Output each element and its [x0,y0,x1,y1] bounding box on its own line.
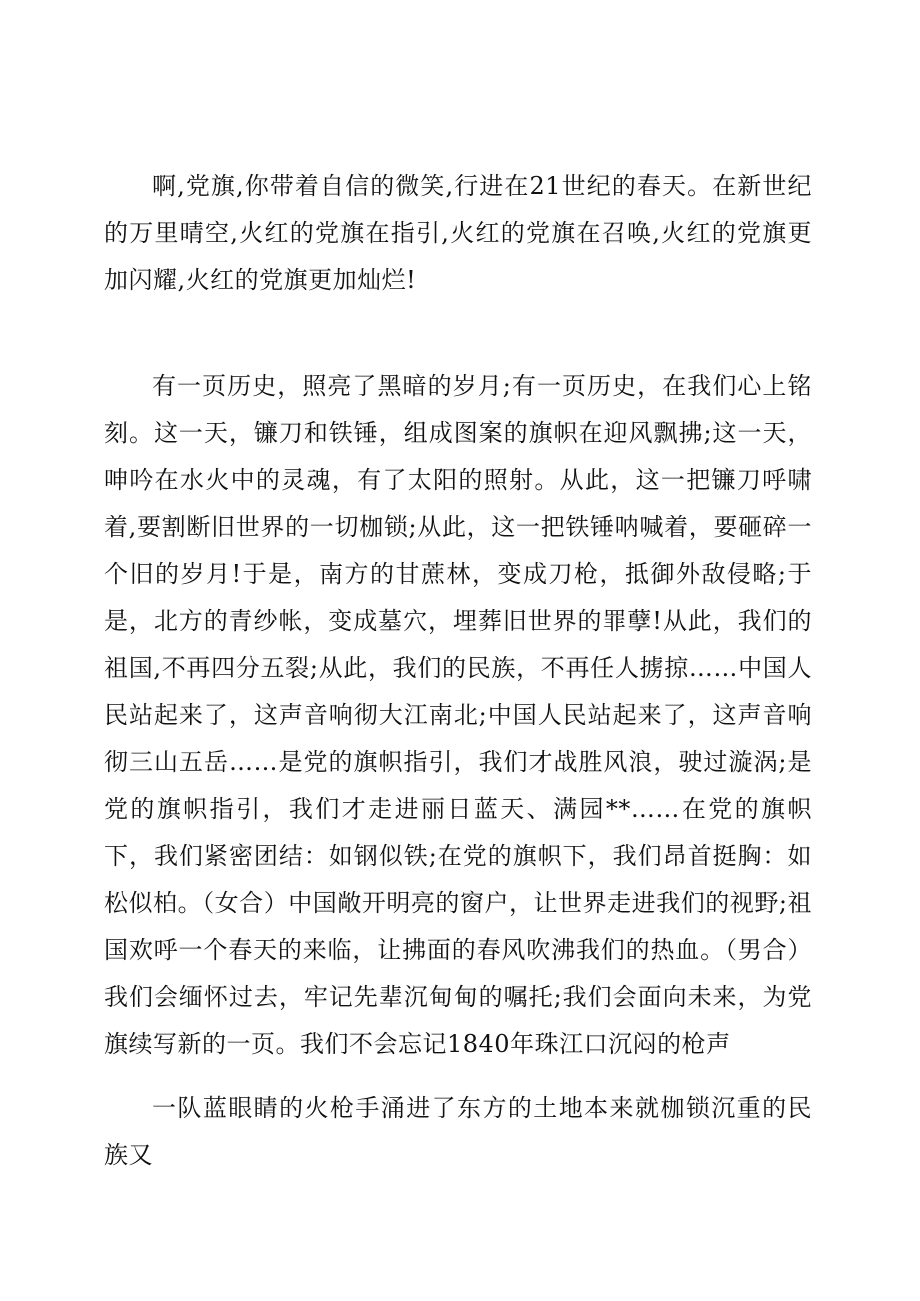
paragraph-3: 一队蓝眼睛的火枪手涌进了东方的土地本来就枷锁沉重的民族又 [104,1094,812,1169]
paragraph-2: 有一页历史，照亮了黑暗的岁月;有一页历史，在我们心上铭刻。这一天，镰刀和铁锤，组成图案的旗帜在迎风飘拂;这一天，呻吟在水火中的灵魂，有了太阳的照射。从此，这一把镰刀呼啸着,要割断旧世界的一切枷锁;从此，这一把铁锤呐喊着，要砸碎一个旧的岁月!于是，南方的甘蔗林，变成刀枪，抵御外敌侵略;于是，北方的青纱帐，变成墓穴，埋葬旧世界的罪孽!从此，我们的祖国,不再四分五裂;从此，我们的民族，不再任人掳掠……中国人民站起来了，这声音响彻大江南北;中国人民站起来了，这声音响彻三山五岳……是党的旗帜指引，我们才战胜风浪，驶过漩涡;是党的旗帜指引，我们才走进丽日蓝天、满园**……在党的旗帜下，我们紧密团结：如钢似铁;在党的旗帜下，我们昂首挺胸：如松似柏。（女合）中国敞开明亮的窗户，让世界走进我们的视野;祖国欢呼一个春天的来临，让拂面的春风吹沸我们的热血。（男合）我们会缅怀过去，牢记先辈沉甸甸的嘱托;我们会面向未来，为党旗续写新的一页。我们不会忘记1840年珠江口沉闷的枪声 [104,372,812,1058]
paragraph-1: 啊,党旗,你带着自信的微笑,行进在21世纪的春天。在新世纪的万里晴空,火红的党旗在指引,火红的党旗在召唤,火红的党旗更加闪耀,火红的党旗更加灿烂! [104,172,812,294]
